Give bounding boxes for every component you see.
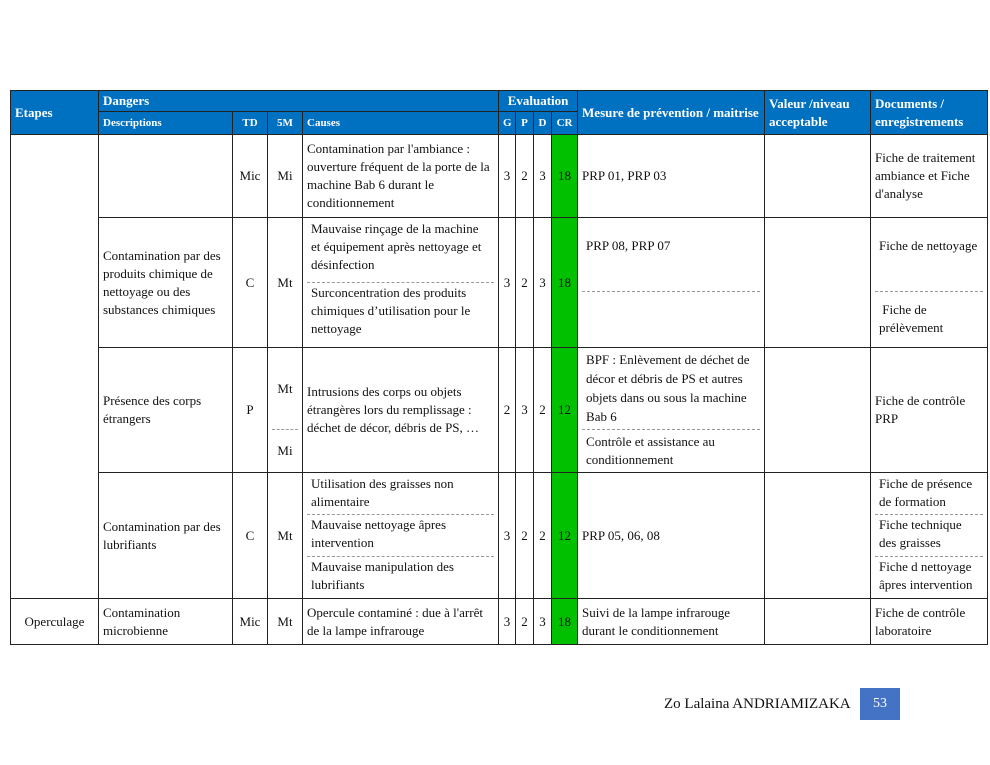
description-cell xyxy=(99,135,233,218)
p-cell: 3 xyxy=(516,348,534,473)
td-cell: Mic xyxy=(233,135,268,218)
td-cell: Mic xyxy=(233,599,268,645)
documents-cell xyxy=(871,473,988,599)
header-cr: CR xyxy=(552,112,578,135)
header-mesure: Mesure de prévention / maitrise xyxy=(578,91,765,135)
5m-item: Mi xyxy=(272,429,298,471)
header-evaluation: Evaluation xyxy=(499,91,578,112)
valeur-cell xyxy=(765,348,871,473)
td-cell: C xyxy=(233,473,268,599)
header-p: P xyxy=(516,112,534,135)
cause-item: Mauvaise nettoyage âpres intervention xyxy=(307,514,494,555)
header-d: D xyxy=(534,112,552,135)
p-cell: 2 xyxy=(516,135,534,218)
document-item: Fiche de prélèvement xyxy=(875,291,983,347)
document-item: Fiche technique des graisses xyxy=(875,514,983,555)
cr-cell: 18 xyxy=(552,599,578,645)
valeur-cell xyxy=(765,135,871,218)
cause-cell: Intrusions des corps ou objets étrangères lors du remplissage : déchet de décor, débris de PS, … xyxy=(303,348,499,473)
mesure-item: BPF : Enlèvement de déchet de décor et débris de PS et autres objets dans ou sous la machine Bab 6 xyxy=(586,352,750,424)
cause-item: Mauvaise manipulation des lubrifiants xyxy=(307,556,494,597)
d-cell: 3 xyxy=(534,218,552,348)
g-cell: 3 xyxy=(499,473,516,599)
description-cell: Présence des corps étrangers xyxy=(99,348,233,473)
table-row xyxy=(11,599,988,645)
document-item: Fiche d nettoyage âpres intervention xyxy=(875,556,983,597)
mesure-item: Contrôle et assistance au conditionnement xyxy=(582,429,760,471)
valeur-cell xyxy=(765,473,871,599)
mesure-cell: PRP 05, 06, 08 xyxy=(578,473,765,599)
mesure-item xyxy=(582,291,760,347)
d-cell: 2 xyxy=(534,473,552,599)
mesures-cell xyxy=(578,348,765,473)
p-cell: 2 xyxy=(516,599,534,645)
header-5m: 5M xyxy=(268,112,303,135)
causes-cell xyxy=(303,218,499,348)
cause-cell: Contamination par l'ambiance : ouverture fréquent de la porte de la machine Bab 6 durant le conditionnement xyxy=(303,135,499,218)
td-cell: P xyxy=(233,348,268,473)
mesure-cell: Suivi de la lampe infrarouge durant le conditionnement xyxy=(578,599,765,645)
valeur-cell xyxy=(765,218,871,348)
header-descriptions: Descriptions xyxy=(99,112,233,135)
document-cell: Fiche de contrôle laboratoire xyxy=(871,599,988,645)
table-row xyxy=(11,348,988,473)
mesure-item: PRP 08, PRP 07 xyxy=(586,238,671,253)
etape-cell: Operculage xyxy=(11,599,99,645)
cr-cell: 12 xyxy=(552,348,578,473)
documents-cell xyxy=(871,218,988,348)
cause-item: Utilisation des graisses non alimentaire xyxy=(311,476,454,509)
page-number: 53 xyxy=(860,688,900,720)
header-g: G xyxy=(499,112,516,135)
d-cell: 3 xyxy=(534,599,552,645)
header-td: TD xyxy=(233,112,268,135)
document-cell: Fiche de contrôle PRP xyxy=(871,348,988,473)
cr-cell: 12 xyxy=(552,473,578,599)
5m-cell: Mt xyxy=(268,473,303,599)
mesure-cell: PRP 01, PRP 03 xyxy=(578,135,765,218)
header-etapes: Etapes xyxy=(11,91,99,135)
causes-cell xyxy=(303,473,499,599)
document-item: Fiche de nettoyage xyxy=(879,238,978,253)
5m-cell: Mi xyxy=(268,135,303,218)
cause-item: Surconcentration des produits chimiques d’utilisation pour le nettoyage xyxy=(307,282,494,346)
etape-cell xyxy=(11,135,99,599)
table-row xyxy=(11,218,988,348)
valeur-cell xyxy=(765,599,871,645)
cr-cell: 18 xyxy=(552,135,578,218)
5m-cell: Mt xyxy=(268,218,303,348)
5m-item: Mt xyxy=(277,381,293,396)
document-cell: Fiche de traitement ambiance et Fiche d'analyse xyxy=(871,135,988,218)
footer-author: Zo Lalaina ANDRIAMIZAKA xyxy=(664,696,851,712)
g-cell: 2 xyxy=(499,348,516,473)
g-cell: 3 xyxy=(499,135,516,218)
g-cell: 3 xyxy=(499,599,516,645)
description-cell: Contamination microbienne xyxy=(99,599,233,645)
p-cell: 2 xyxy=(516,218,534,348)
table-row xyxy=(11,135,988,218)
header-dangers: Dangers xyxy=(99,91,499,112)
document-item: Fiche de présence de formation xyxy=(879,476,973,509)
header-documents: Documents / enregistrements xyxy=(871,91,988,135)
d-cell: 3 xyxy=(534,135,552,218)
cause-cell: Opercule contaminé : due à l'arrêt de la lampe infrarouge xyxy=(303,599,499,645)
p-cell: 2 xyxy=(516,473,534,599)
5m-cell: Mt xyxy=(268,599,303,645)
cause-item: Mauvaise rinçage de la machine et équipement après nettoyage et désinfection xyxy=(311,221,482,272)
cr-cell: 18 xyxy=(552,218,578,348)
table-row xyxy=(11,473,988,599)
description-cell: Contamination par des produits chimique de nettoyage ou des substances chimiques xyxy=(99,218,233,348)
haccp-table xyxy=(10,90,988,645)
td-cell: C xyxy=(233,218,268,348)
header-valeur: Valeur /niveau acceptable xyxy=(765,91,871,135)
header-causes: Causes xyxy=(303,112,499,135)
mesures-cell xyxy=(578,218,765,348)
g-cell: 3 xyxy=(499,218,516,348)
5m-cell xyxy=(268,348,303,473)
description-cell: Contamination par des lubrifiants xyxy=(99,473,233,599)
d-cell: 2 xyxy=(534,348,552,473)
